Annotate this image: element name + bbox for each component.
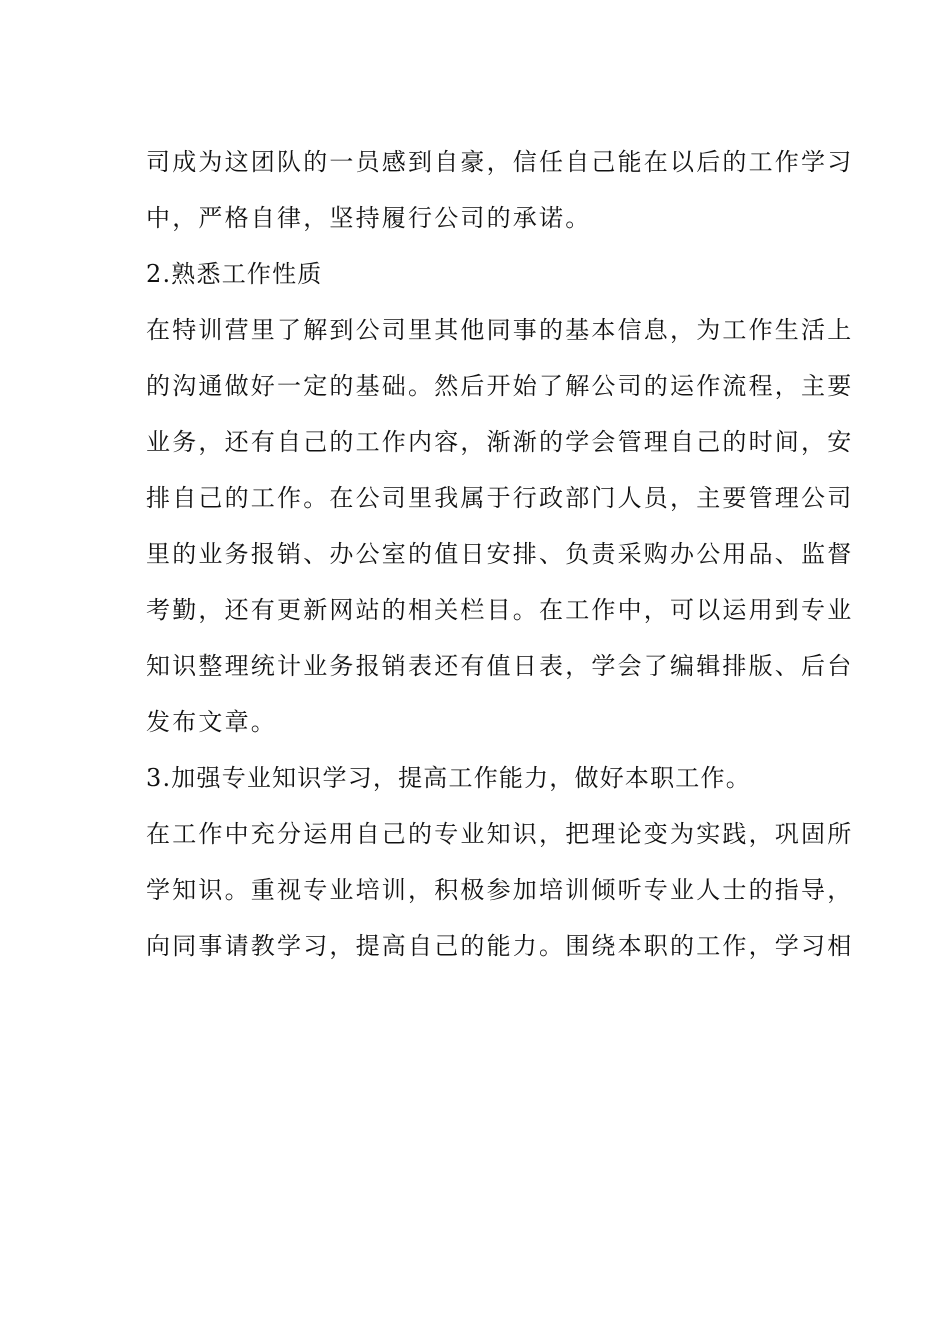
section-heading: 3.加强专业知识学习，提高工作能力，做好本职工作。 — [146, 764, 751, 792]
text-line: 考勤，还有更新网站的相关栏目。在工作中，可以运用到专业 — [146, 596, 854, 624]
text-line: 知识整理统计业务报销表还有值日表，学会了编辑排版、后台 — [146, 652, 854, 680]
text-line: 在工作中充分运用自己的专业知识，把理论变为实践，巩固所 — [146, 820, 854, 848]
text-line: 排自己的工作。在公司里我属于行政部门人员，主要管理公司 — [146, 484, 854, 512]
text-line: 里的业务报销、办公室的值日安排、负责采购办公用品、监督 — [146, 540, 854, 568]
document-body — [146, 134, 854, 974]
text-line: 发布文章。 — [146, 708, 277, 736]
text-line: 中，严格自律，坚持履行公司的承诺。 — [146, 204, 592, 232]
section-heading: 2.熟悉工作性质 — [146, 260, 323, 288]
text-line: 司成为这团队的一员感到自豪，信任自己能在以后的工作学习 — [146, 148, 854, 176]
text-line: 向同事请教学习，提高自己的能力。围绕本职的工作，学习相 — [146, 932, 854, 960]
text-line: 学知识。重视专业培训，积极参加培训倾听专业人士的指导， — [146, 876, 854, 904]
text-line: 在特训营里了解到公司里其他同事的基本信息，为工作生活上 — [146, 316, 854, 344]
text-line: 业务，还有自己的工作内容，渐渐的学会管理自己的时间，安 — [146, 428, 854, 456]
text-line: 的沟通做好一定的基础。然后开始了解公司的运作流程，主要 — [146, 372, 854, 400]
